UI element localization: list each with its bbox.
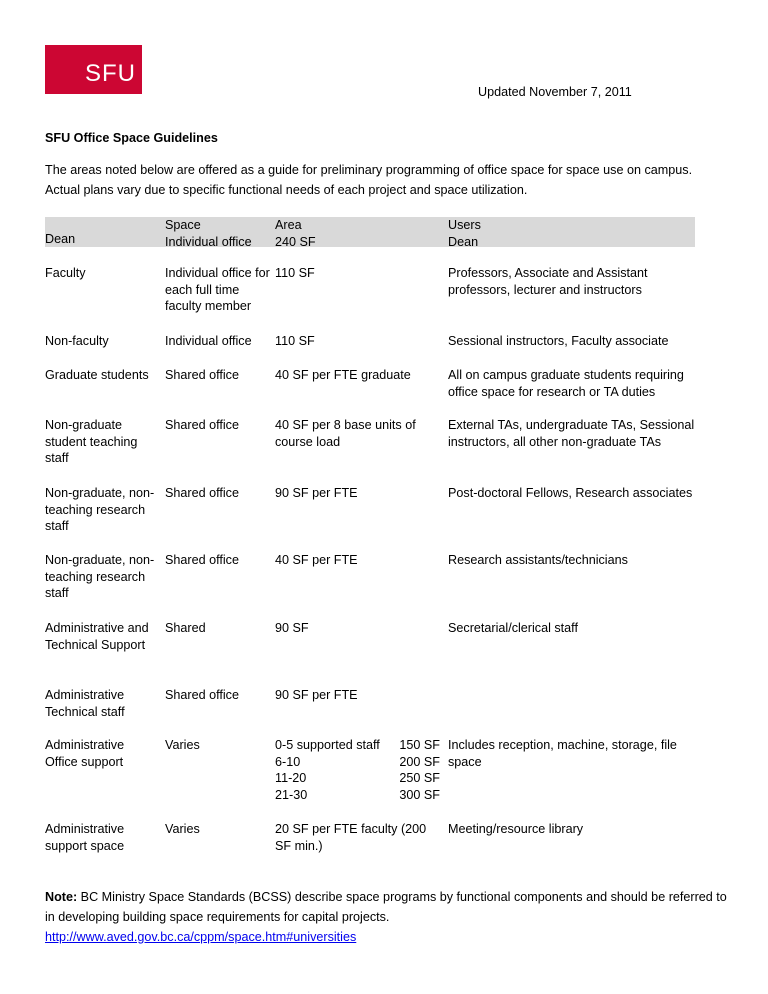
area-cell: 110 SF xyxy=(275,266,315,280)
table-header-row xyxy=(45,217,695,247)
role-cell: Administrative support space xyxy=(45,822,125,853)
area-column-header xyxy=(275,217,440,250)
space-cell: Shared office xyxy=(165,553,239,567)
users-cell: Secretarial/clerical staff xyxy=(448,621,578,635)
role-cell: Administrative and Technical Support xyxy=(45,621,149,652)
space-cell: Shared office xyxy=(165,486,239,500)
role-cell: Non-graduate, non-teaching research staff xyxy=(45,486,155,533)
space-cell: Shared office xyxy=(165,688,239,702)
space-cell: Shared office xyxy=(165,368,239,382)
users-header-label: Users xyxy=(448,218,481,232)
staff-range: 11-20 xyxy=(275,771,307,785)
note-label: Note: xyxy=(45,890,78,904)
area-cell: 110 SF xyxy=(275,334,315,348)
space-cell: Individual office for each full time faculty member xyxy=(165,266,270,313)
staff-range: 0-5 supported staff xyxy=(275,738,380,752)
size-area: 300 SF xyxy=(399,787,440,802)
area-cell: 90 SF per FTE xyxy=(275,688,358,702)
users-cell: All on campus graduate students requiring office space for research or TA duties xyxy=(448,368,684,399)
size-area: 150 SF xyxy=(399,738,440,752)
users-cell: External TAs, undergraduate TAs, Sessional instructors, all other non-graduate TAs xyxy=(448,418,695,449)
size-area: 250 SF xyxy=(399,771,440,785)
document-title: SFU Office Space Guidelines xyxy=(45,131,218,145)
area-cell: 40 SF per FTE graduate xyxy=(275,368,411,382)
role-cell: Non-faculty xyxy=(45,334,109,348)
users-cell: Meeting/resource library xyxy=(448,822,584,836)
size-line xyxy=(275,737,440,754)
area-cell: 40 SF per 8 base units of course load xyxy=(275,418,416,449)
bc-space-standards-link[interactable]: http://www.aved.gov.bc.ca/cppm/space.htm#universities xyxy=(45,930,357,944)
role-cell: Non-graduate, non-teaching research staff xyxy=(45,553,155,600)
note-paragraph xyxy=(45,887,735,947)
users-cell: Professors, Associate and Assistant professors, lecturer and instructors xyxy=(448,266,648,297)
space-header-label: Space xyxy=(165,218,201,232)
size-line xyxy=(275,770,440,787)
area-cell: 20 SF per FTE faculty (200 SF min.) xyxy=(275,822,427,853)
updated-date: Updated November 7, 2011 xyxy=(478,85,632,99)
staff-range: 21-30 xyxy=(275,787,308,802)
role-cell: Administrative Office support xyxy=(45,738,125,769)
staff-range: 6-10 xyxy=(275,754,301,769)
users-cell: Research assistants/technicians xyxy=(448,553,628,567)
users-cell: Includes reception, machine, storage, file space xyxy=(448,738,677,769)
space-cell: Shared xyxy=(165,621,206,635)
dean-users: Dean xyxy=(448,234,479,249)
users-cell: Sessional instructors, Faculty associate xyxy=(448,334,669,348)
space-cell: Varies xyxy=(165,738,200,752)
space-column-header xyxy=(165,217,275,250)
users-column-header xyxy=(448,217,698,250)
space-cell: Shared office xyxy=(165,418,239,432)
size-line xyxy=(275,787,440,804)
area-header-label: Area xyxy=(275,218,302,232)
sfu-logo xyxy=(45,45,142,94)
intro-paragraph: The areas noted below are offered as a guide for preliminary programming of office space for space use on campus. Actual plans vary due to specific functional needs of each project and space utilization. xyxy=(45,163,693,197)
area-cell: 40 SF per FTE xyxy=(275,553,358,567)
role-cell: Faculty xyxy=(45,266,86,280)
role-cell: Administrative Technical staff xyxy=(45,688,125,719)
role-cell: Non-graduate student teaching staff xyxy=(45,418,138,465)
area-cell: 90 SF xyxy=(275,621,309,635)
space-cell: Varies xyxy=(165,822,200,836)
role-cell: Graduate students xyxy=(45,368,149,382)
note-text: BC Ministry Space Standards (BCSS) describe space programs by functional components and should be referred to in developing building space requirements for capital projects. xyxy=(45,890,727,924)
size-area: 200 SF xyxy=(399,754,440,769)
dean-space: Individual office xyxy=(165,234,252,249)
logo-text: SFU xyxy=(85,60,136,87)
area-cell: 90 SF per FTE xyxy=(275,486,358,500)
dean-area: 240 SF xyxy=(275,234,316,249)
dean-role: Dean xyxy=(45,232,76,246)
size-line xyxy=(275,754,440,771)
office-support-sizes xyxy=(275,737,440,803)
users-cell: Post-doctoral Fellows, Research associates xyxy=(448,486,693,500)
space-cell: Individual office xyxy=(165,334,252,348)
